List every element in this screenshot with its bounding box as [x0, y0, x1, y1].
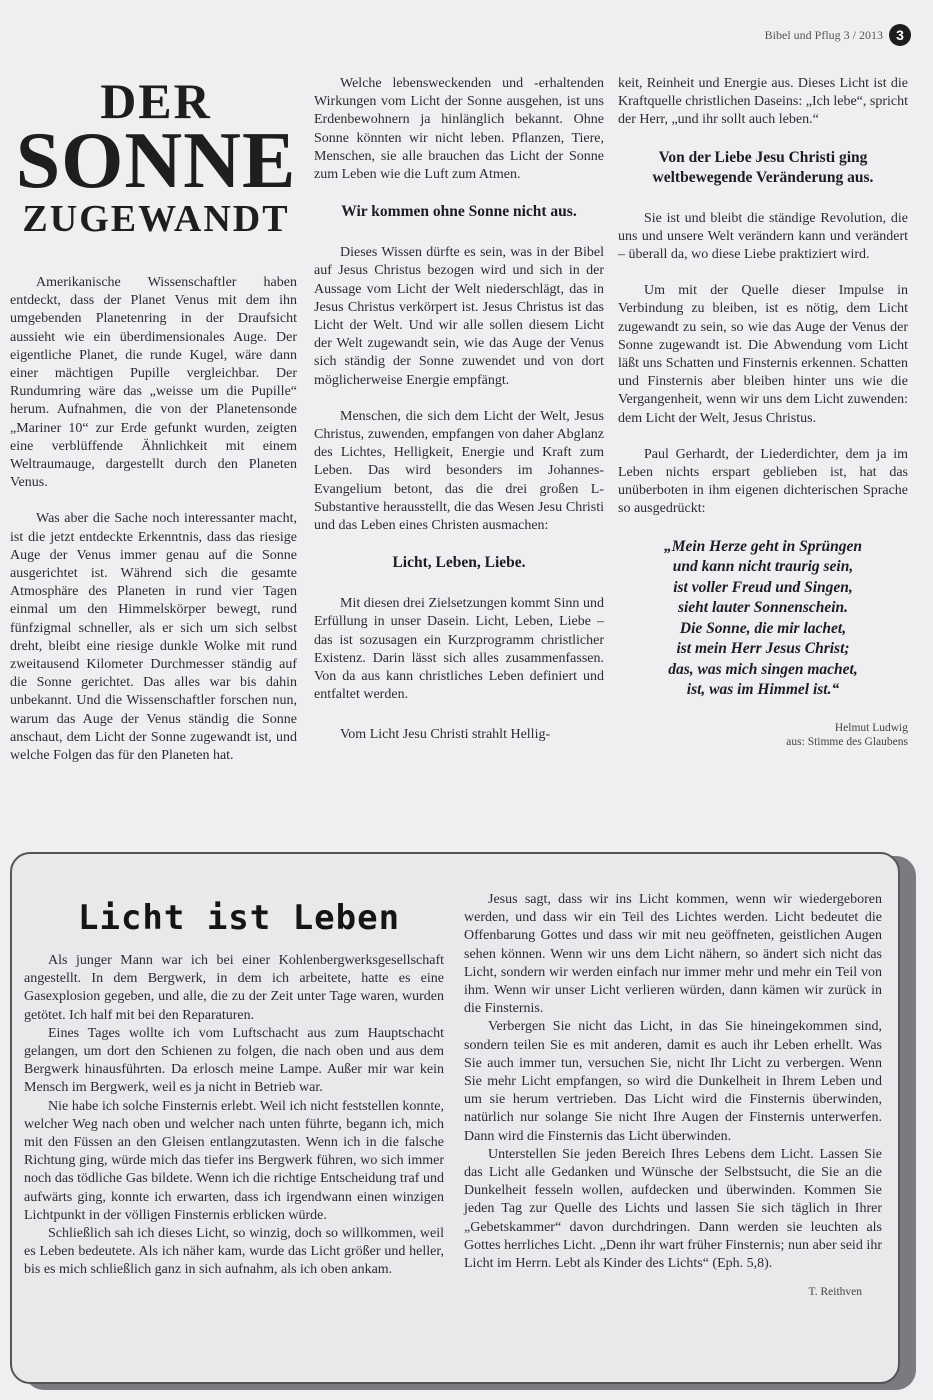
subheading: Von der Liebe Jesu Christi ging weltbewegende Veränderung aus. — [652, 148, 874, 186]
paragraph: Eines Tages wollte ich vom Luftschacht aus zum Hauptschacht gelangen, um dort den Schienen zu folgen, die nach oben und aus dem Bergwerk hinausführten. Da erlosch meine Lampe. Außer mir war kein Mensch im Bergwerk, weil es ja nicht in Betrieb war. — [24, 1025, 444, 1096]
paragraph: Menschen, die sich dem Licht der Welt, Jesus Christus, zuwenden, empfangen von daher Abglanz des Lichtes, Helligkeit, Energie und Kraft zum Leben. Das wird besonders im Johannes-Evangelium betont, das die drei großen L-Substantive herausstellt, die das Wesen Jesu Christi und das Leben eines Christen ausmachen: — [314, 408, 604, 534]
paragraph: Amerikanische Wissenschaftler haben entdeckt, dass der Planet Venus mit dem ihn umgebenden Planetenring in der Draufsicht aussieht wie ein überdimensionales Auge. Der eigentliche Planet, die runde Kugel, wäre dann einer mächtigen Pupille vergleichbar. Der Rundumring wäre das „weisse um die Pupille“ herum. Aufnahmen, die von der Planetensonde „Mariner 10“ zur Erde gefunkt wurden, zeigten eine verblüffende Ähnlichkeit mit einem Weltraumauge, dargestellt durch den Planeten Venus. — [10, 275, 297, 491]
poem-line: ist mein Herr Jesus Christ; — [676, 640, 850, 658]
signature: T. Reithven — [808, 1286, 862, 1299]
paragraph: Vom Licht Jesu Christi strahlt Hellig- — [340, 727, 551, 743]
article-title — [10, 73, 302, 240]
author-source: aus: Stimme des Glaubens — [786, 735, 908, 748]
author-name: Helmut Ludwig — [834, 721, 908, 734]
paragraph: Nie habe ich solche Finsternis erlebt. Weil ich nicht feststellen konnte, welcher Weg nach oben und welcher nach unten führte, begann ich, mich mit den Füssen an den Gleisen entlangzutasten. Wenn ich in die falsche Richtung ging, würde mich das tiefer ins Bergwerk führen, wo sich immer noch das tödliche Gas bildete. Wenn ich die richtige Entscheidung traf und aufwärts ging, konnte ich erwarten, dass ich irgendwann einen winzigen Lichtpunkt in der völligen Finsternis erblicken würde. — [24, 1098, 444, 1223]
page-number-badge: 3 — [889, 24, 911, 46]
box-column-left — [24, 952, 444, 1280]
article-column-3 — [618, 75, 908, 749]
paragraph: Verbergen Sie nicht das Licht, in das Sie hineingekommen sind, sondern teilen Sie es mit anderen, damit es auch ihr Leben erhellt. Was Sie auch immer tun, versuchen Sie, nicht Ihr Licht zu verbergen. Wenn Sie mehr Licht empfangen, so wird die Dunkelheit in Ihrem Leben und um sie herum vertrieben. Das Licht wird die Finsternis überwinden, natürlich nur solange Sie nicht Ihre Augen der Finsternis unterwerfen. Dann wird die Finsternis das Licht überwinden. — [464, 1019, 882, 1144]
poem-line: ist voller Freud und Singen, — [673, 578, 853, 596]
article-column-1 — [10, 274, 297, 783]
title-line-1: DER — [100, 73, 212, 129]
box-panel — [10, 852, 900, 1384]
paragraph: Welche lebensweckenden und -erhaltenden Wirkungen vom Licht der Sonne ausgehen, ist uns Erdenbewohnern ja hinlänglich bekannt. Ohne Sonne könnten wir nicht leben. Pflanzen, Tiere, Menschen, sie alle brauchen das Licht der Sonne zum Leben wie die Luft zum Atmen. — [314, 76, 604, 183]
paragraph: Dieses Wissen dürfte es sein, was in der Bibel auf Jesus Christus bezogen wird und sich in der Aussage vom Licht der Welt niederschlägt, das in Jesus Christus verkörpert ist. Jesus Christus ist das Licht der Welt. Und wir alle sollen diesem Licht der Welt zugewandt sein, wie das Auge der Venus sich ständig der Sonne zuwendet und von dort möglicherweise Energie empfängt. — [314, 245, 604, 388]
box-title: Licht ist Leben — [78, 898, 401, 938]
paragraph: Um mit der Quelle dieser Impulse in Verbindung zu bleiben, ist es nötig, dem Licht zugewandt zu sein, so wie das Auge der Venus der Sonne zugewandt ist. Die Abwendung vom Licht läßt uns Schatten und Finsternis erkennen. Schatten und Finsternis aber bleiben hinter uns wie die Vergangenheit, wenn wir uns dem Licht zuwenden: dem Licht der Welt, Jesus Christus. — [618, 283, 908, 426]
poem-line: „Mein Herze geht in Sprüngen — [663, 537, 863, 555]
poem-line: sieht lauter Sonnenschein. — [677, 599, 849, 617]
subheading: Licht, Leben, Liebe. — [392, 554, 526, 572]
author-credit — [618, 721, 908, 749]
paragraph: Paul Gerhardt, der Liederdichter, dem ja im Leben nichts erspart geblieben ist, hat das unüberboten in ihm eigenen dichterischen Sprache so ausgedrückt: — [618, 446, 908, 517]
article-column-2 — [314, 75, 604, 763]
poem-line: das, was mich singen machet, — [668, 660, 858, 678]
paragraph: Was aber die Sache noch interessanter macht, ist die jetzt entdeckte Erkenntnis, dass das riesige Auge der Venus immer genau auf die Sonne ausgerichtet ist. Während sich die gesamte Atmosphäre des Planeten in rund vier Tagen einmal um den Himmelskörper bewegt, rund fünfzigmal schneller, als er sich um sich selbst dreht, bleibt eine riesige dunkle Wolke mit rund zweitausend Kilometer Durchmesser ständig auf die Sonne gerichtet. Das alles war bis dahin unbekannt. Und die Wissenschaftler forschen nun, warum das Auge der Venus ständig die Sonne anschaut, dem Licht der Sonne zugewandt ist, und welche Folgen das für den Planeten hat. — [10, 511, 297, 764]
paragraph: keit, Reinheit und Energie aus. Dieses Licht ist die Kraftquelle christlichen Daseins: „Ich lebe“, spricht der Herr, „und ihr sollt auch leben.“ — [618, 76, 908, 128]
box-column-right — [464, 891, 882, 1301]
poem-line: ist, was im Himmel ist.“ — [686, 681, 840, 699]
subheading: Wir kommen ohne Sonne nicht aus. — [341, 203, 577, 221]
poem — [618, 537, 908, 701]
paragraph: Mit diesen drei Zielsetzungen kommt Sinn und Erfüllung in unser Dasein. Licht, Leben, Liebe – das ist sozusagen ein Kurzprogramm christlicher Existenz. Darin lässt sich alles zusammenfassen. Von da aus kann christliches Leben definiert und entfaltet werden. — [314, 596, 604, 703]
boxed-article — [10, 852, 910, 1392]
publication-name: Bibel und Pflug 3 / 2013 — [764, 27, 883, 42]
paragraph: Jesus sagt, dass wir ins Licht kommen, wenn wir wiedergeboren werden, und dass wir ein Teil des Lichtes werden. Licht bedeutet die Offenbarung Gottes und dass wir mit neu geöffneten, geistlichen Augen sehen können. Wenn wir uns dem Licht nähern, so ändert sich nicht das Licht, sondern wir werden einfach nur immer mehr und mehr ein Teil von ihm. Wenn wir unser Licht verlieren würden, dann kämen wir zurück in die Finsternis. — [464, 892, 882, 1017]
poem-line: und kann nicht traurig sein, — [672, 558, 854, 576]
paragraph: Als junger Mann war ich bei einer Kohlenbergwerksgesellschaft angestellt. In dem Bergwerk, in dem ich arbeitete, hatte es eine Gasexplosion gegeben, und alle, die zu der Zeit unter Tage waren, wurden getötet. Ich half mit bei den Reparaturen. — [24, 953, 444, 1023]
paragraph: Schließlich sah ich dieses Licht, so winzig, doch so willkommen, weil es Leben bedeutete. Als ich näher kam, wurde das Licht größer und heller, bis es mich schließlich ganz in sich aufnahm, als ich oben ankam. — [24, 1226, 444, 1278]
title-line-2: SONNE — [15, 117, 297, 205]
page-header — [765, 24, 911, 46]
paragraph: Sie ist und bleibt die ständige Revolution, die uns und unsere Welt verändern kann und verändert – überall da, wo diese Liebe praktiziert wird. — [618, 210, 908, 263]
paragraph: Unterstellen Sie jeden Bereich Ihres Lebens dem Licht. Lassen Sie das Licht alle Gedanken und Wünsche der Selbstsucht, die Sie an die Dunkelheit fesseln wollen, aufdecken und überwinden. Kommen Sie jeden Tag zur Quelle des Lichts und lassen Sie sich täglich in Ihrer „Gebetskammer“ davon durchdringen. Dann werden sie leuchten als Gottes herrliches Licht. „Denn ihr wart früher Finsternis; nun aber seid ihr Licht im Herrn. Lebt als Kinder des Lichts“ (Eph. 5,8). — [464, 1146, 882, 1272]
poem-line: Die Sonne, die mir lachet, — [679, 619, 847, 637]
title-line-3: ZUGEWANDT — [22, 198, 290, 240]
